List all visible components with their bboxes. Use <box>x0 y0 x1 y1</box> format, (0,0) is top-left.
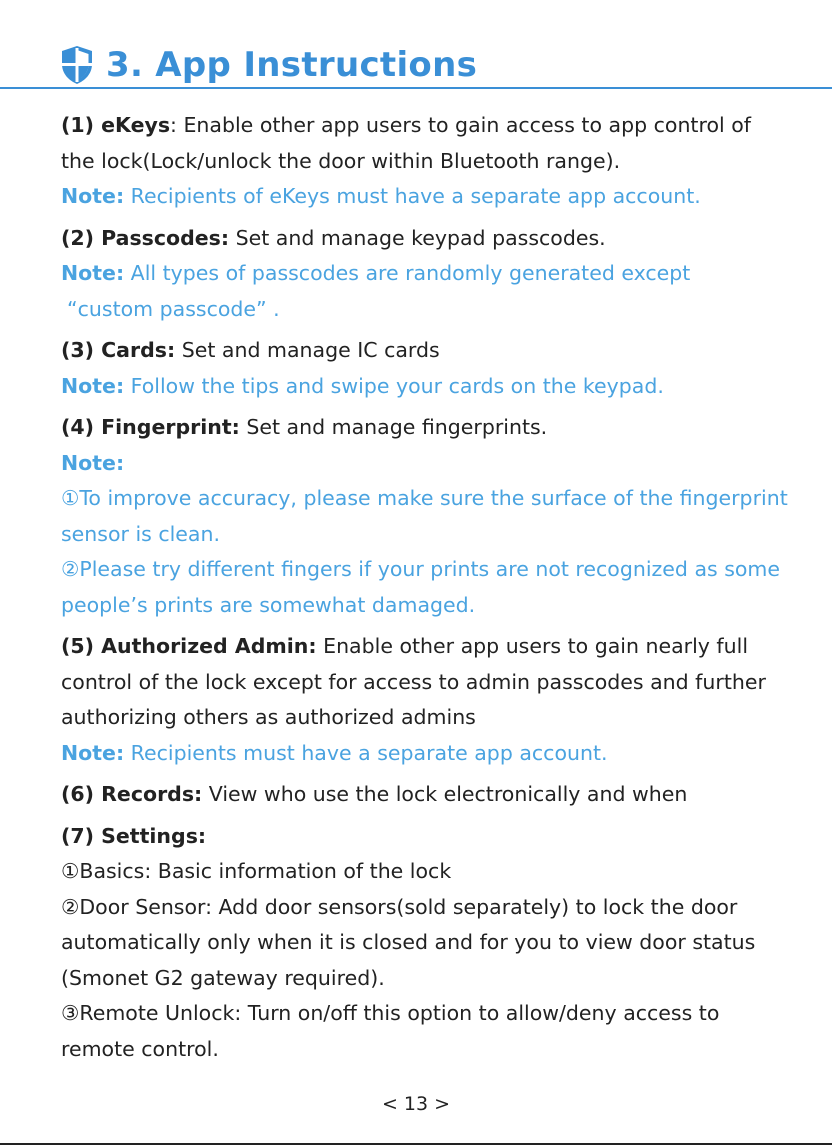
note-text: “custom passcode” . <box>67 296 280 321</box>
note-item: ①To improve accuracy, please make sure the surface of the fingerprint <box>61 486 788 510</box>
section-text: authorizing others as authorized admins <box>61 705 476 729</box>
section-label: (1) eKeys <box>61 113 171 137</box>
settings-item: (Smonet G2 gateway required). <box>61 965 385 990</box>
section-fingerprint <box>61 410 821 623</box>
section-text: Set and manage IC cards <box>175 338 440 362</box>
settings-item: automatically only when it is closed and for you to view door status <box>61 930 756 954</box>
section-label: (2) Passcodes: <box>61 225 230 250</box>
settings-item: ①Basics: Basic information of the lock <box>61 859 452 883</box>
note-text: Recipients of eKeys must have a separate app account. <box>124 184 701 208</box>
section-ekeys <box>61 108 821 215</box>
section-label: (5) Authorized Admin: <box>61 634 317 658</box>
instructions-body <box>61 108 821 1067</box>
settings-item: remote control. <box>61 1036 219 1061</box>
note-text: Recipients must have a separate app account. <box>124 740 608 765</box>
section-text: View who use the lock electronically and when <box>202 782 688 806</box>
settings-item: ③Remote Unlock: Turn on/off this option to allow/deny access to <box>61 1001 720 1025</box>
section-settings <box>61 819 821 1068</box>
section-cards <box>61 333 821 404</box>
note-item: ②Please try different fingers if your prints are not recognized as some <box>61 557 781 581</box>
note-label: Note: <box>61 184 125 208</box>
section-text: Set and manage keypad passcodes. <box>229 225 606 250</box>
section-text: control of the lock except for access to admin passcodes and further <box>61 669 766 694</box>
section-label: (7) Settings: <box>61 823 207 848</box>
note-item: sensor is clean. <box>61 521 220 546</box>
section-text: the lock(Lock/unlock the door within Bluetooth range). <box>61 148 621 173</box>
header-divider <box>0 87 832 89</box>
note-label: Note: <box>61 261 125 285</box>
section-label: (4) Fingerprint: <box>61 415 240 439</box>
note-item: people’s prints are somewhat damaged. <box>61 592 476 617</box>
footer-divider <box>0 1143 832 1145</box>
settings-item: ②Door Sensor: Add door sensors(sold separately) to lock the door <box>61 894 738 919</box>
section-records <box>61 777 821 813</box>
section-label: (3) Cards: <box>61 338 176 362</box>
note-text: Follow the tips and swipe your cards on the keypad. <box>124 373 664 398</box>
page-header <box>60 40 477 90</box>
page-number: < 13 > <box>381 1093 451 1115</box>
section-text: Enable other app users to gain nearly full <box>316 634 749 658</box>
note-label: Note: <box>61 740 125 765</box>
section-text: : Enable other app users to gain access to app control of <box>170 113 751 137</box>
section-passcodes <box>61 221 821 328</box>
note-label: Note: <box>61 450 125 475</box>
page-title: 3. App Instructions <box>106 45 478 85</box>
section-label: (6) Records: <box>61 782 203 806</box>
section-authorized-admin <box>61 629 821 771</box>
note-text: All types of passcodes are randomly generated except <box>124 261 691 285</box>
note-label: Note: <box>61 373 125 398</box>
section-text: Set and manage fingerprints. <box>239 415 548 439</box>
shield-icon <box>60 45 94 85</box>
